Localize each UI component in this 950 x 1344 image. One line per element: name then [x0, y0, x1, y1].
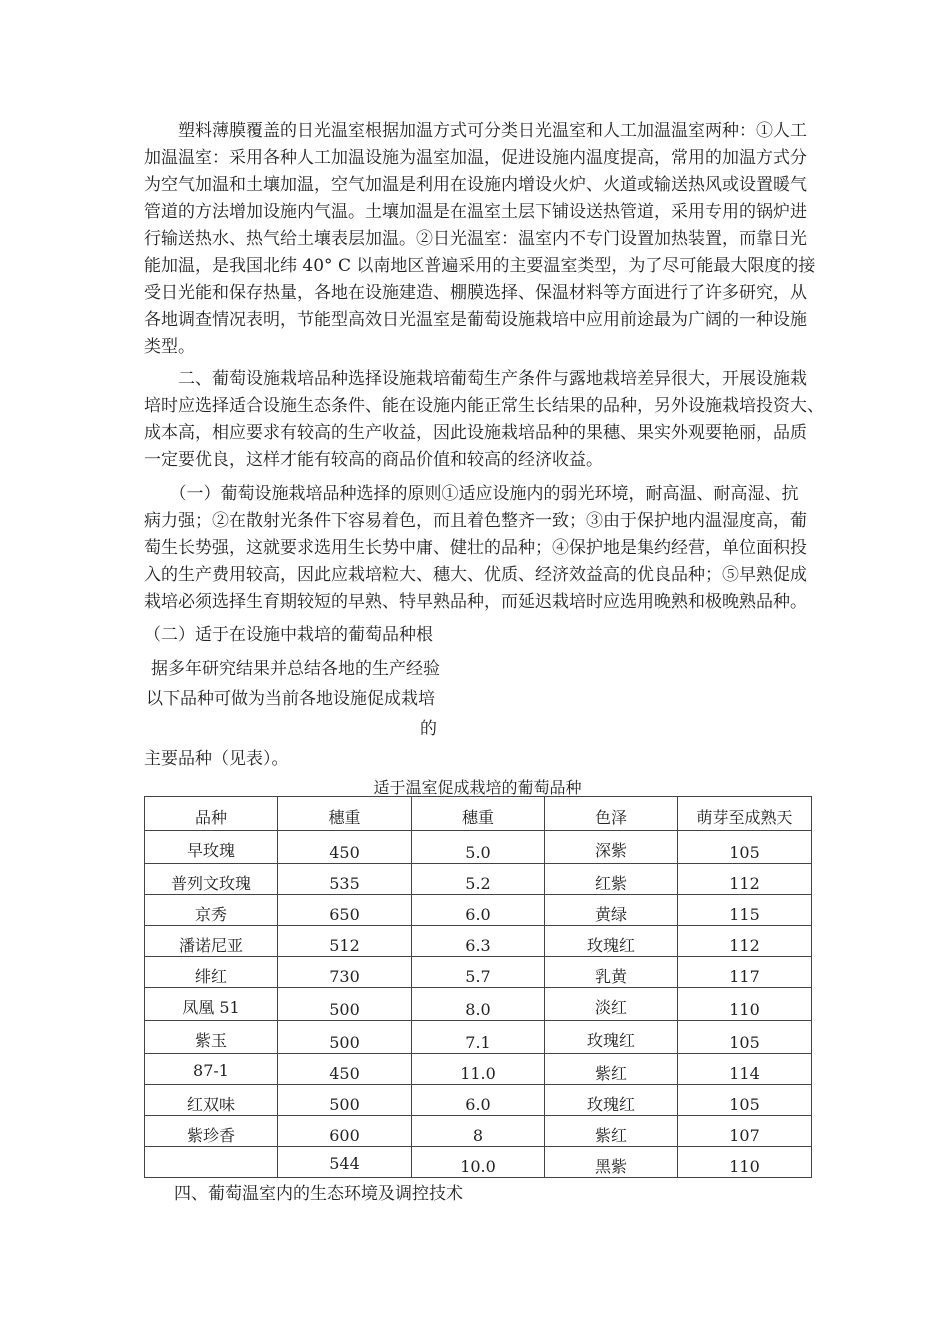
table-cell: 红紫	[545, 864, 678, 895]
table-cell: 544	[278, 1147, 412, 1178]
table-cell: 87-1	[145, 1054, 278, 1085]
table-cell: 玫瑰红	[545, 1021, 678, 1054]
table-cell: 淡红	[545, 988, 678, 1021]
table-cell: 5.2	[412, 864, 545, 895]
table-header-row	[145, 797, 812, 831]
header-cell: 穗重	[412, 797, 545, 831]
table-cell: 105	[678, 1021, 812, 1054]
table-cell: 凤凰 51	[145, 988, 278, 1021]
text-line: 栽培必须选择生育期较短的早熟、特早熟品种，而延迟栽培时应选用晚熟和极晚熟品种。	[144, 592, 807, 612]
table-row	[145, 1054, 812, 1085]
table-cell: 600	[278, 1116, 412, 1147]
table-cell: 650	[278, 895, 412, 926]
table-row	[145, 957, 812, 988]
table-cell: 114	[678, 1054, 812, 1085]
table-cell: 11.0	[412, 1054, 545, 1085]
table-cell: 6.3	[412, 926, 545, 957]
table-cell: 5.7	[412, 957, 545, 988]
table-cell: 8	[412, 1116, 545, 1147]
table-row	[145, 1147, 812, 1178]
text-line: 类型。	[144, 337, 195, 357]
text-line: 一定要优良，这样才能有较高的商品价值和较高的经济收益。	[144, 450, 603, 470]
text-line: 培时应选择适合设施生态条件、能在设施内能正常生长结果的品种，另外设施栽培投资大、	[144, 396, 824, 416]
text-line: 萄生长势强，这就要求选用生长势中庸、健壮的品种；④保护地是集约经营，单位面积投	[144, 538, 807, 558]
table-cell: 玫瑰红	[545, 1085, 678, 1116]
table-cell: 早玫瑰	[145, 831, 278, 864]
table-cell: 6.0	[412, 895, 545, 926]
table-cell: 10.0	[412, 1147, 545, 1178]
table-cell: 潘诺尼亚	[145, 926, 278, 957]
table-cell: 5.0	[412, 831, 545, 864]
table-cell: 7.1	[412, 1021, 545, 1054]
table-cell: 110	[678, 988, 812, 1021]
table-caption: 适于温室促成栽培的葡萄品种	[373, 778, 582, 797]
header-cell: 穗重	[278, 797, 412, 831]
table-cell: 紫珍香	[145, 1116, 278, 1147]
table-row	[145, 831, 812, 864]
text-line: 能加温，是我国北纬 40° C 以南地区普遍采用的主要温室类型，为了尽可能最大限度的接	[144, 256, 816, 276]
table-cell: 450	[278, 1054, 412, 1085]
table-row	[145, 1021, 812, 1054]
table-cell: 730	[278, 957, 412, 988]
table-cell	[145, 1147, 278, 1178]
table-cell: 玫瑰红	[545, 926, 678, 957]
section-heading-ecology: 四、葡萄温室内的生态环境及调控技术	[174, 1184, 463, 1204]
table-cell: 512	[278, 926, 412, 957]
table-cell: 535	[278, 864, 412, 895]
table-cell: 乳黄	[545, 957, 678, 988]
table-cell: 450	[278, 831, 412, 864]
table-cell: 深紫	[545, 831, 678, 864]
table-cell: 紫玉	[145, 1021, 278, 1054]
table-cell: 紫红	[545, 1116, 678, 1147]
table-row	[145, 864, 812, 895]
table-row	[145, 1085, 812, 1116]
table-row	[145, 926, 812, 957]
table-cell: 112	[678, 926, 812, 957]
text-line: 行输送热水、热气给土壤表层加温。②日光温室：温室内不专门设置加热装置，而靠日光	[144, 229, 807, 249]
table-cell: 京秀	[145, 895, 278, 926]
table-cell: 105	[678, 831, 812, 864]
text-line: 各地调查情况表明，节能型高效日光温室是葡萄设施栽培中应用前途最为广阔的一种设施	[144, 310, 807, 330]
table-cell: 普列文玫瑰	[145, 864, 278, 895]
header-cell: 萌芽至成熟天	[678, 797, 812, 831]
text-line: 管道的方法增加设施内气温。土壤加温是在温室土层下铺设送热管道，采用专用的锅炉进	[144, 202, 807, 222]
text-line: 受日光能和保存热量，各地在设施建造、棚膜选择、保温材料等方面进行了许多研究，从	[144, 283, 807, 303]
text-line: 塑料薄膜覆盖的日光温室根据加温方式可分类日光温室和人工加温温室两种：①人工	[144, 121, 807, 141]
table-row	[145, 988, 812, 1021]
table-cell: 110	[678, 1147, 812, 1178]
text-line: 入的生产费用较高，因此应栽培粒大、穗大、优质、经济效益高的优良品种；⑤早熟促成	[144, 565, 807, 585]
table-cell: 红双味	[145, 1085, 278, 1116]
text-line: 加温温室：采用各种人工加温设施为温室加温，促进设施内温度提高，常用的加温方式分	[144, 148, 807, 168]
header-cell: 品种	[145, 797, 278, 831]
text-line: 以下品种可做为当前各地设施促成栽培	[146, 689, 435, 709]
table-cell: 6.0	[412, 1085, 545, 1116]
text-line: 据多年研究结果并总结各地的生产经验	[151, 659, 440, 679]
text-line: （二）适于在设施中栽培的葡萄品种根	[144, 625, 433, 645]
table-cell: 黑紫	[545, 1147, 678, 1178]
table-cell: 黄绿	[545, 895, 678, 926]
table-cell: 500	[278, 988, 412, 1021]
table-cell: 107	[678, 1116, 812, 1147]
text-line: 二、葡萄设施栽培品种选择设施栽培葡萄生产条件与露地栽培差异很大，开展设施栽	[144, 369, 807, 389]
grape-variety-table	[144, 796, 812, 1178]
text-line: 为空气加温和土壤加温，空气加温是利用在设施内增设火炉、火道或输送热风或设置暖气	[144, 175, 807, 195]
table-row	[145, 895, 812, 926]
table-cell: 500	[278, 1021, 412, 1054]
table-cell: 8.0	[412, 988, 545, 1021]
table-cell: 500	[278, 1085, 412, 1116]
text-line: （一）葡萄设施栽培品种选择的原则①适应设施内的弱光环境，耐高温、耐高湿、抗	[144, 484, 799, 504]
text-line: 病力强；②在散射光条件下容易着色，而且着色整齐一致；③由于保护地内温湿度高，葡	[144, 511, 807, 531]
header-cell: 色泽	[545, 797, 678, 831]
text-line: 的	[420, 719, 437, 739]
text-line: 主要品种（见表）。	[144, 749, 289, 769]
table-row	[145, 1116, 812, 1147]
table-cell: 绯红	[145, 957, 278, 988]
table-cell: 117	[678, 957, 812, 988]
table-cell: 112	[678, 864, 812, 895]
text-line: 成本高，相应要求有较高的生产收益，因此设施栽培品种的果穗、果实外观要艳丽，品质	[144, 423, 807, 443]
table-cell: 105	[678, 1085, 812, 1116]
table-cell: 115	[678, 895, 812, 926]
table-cell: 紫红	[545, 1054, 678, 1085]
